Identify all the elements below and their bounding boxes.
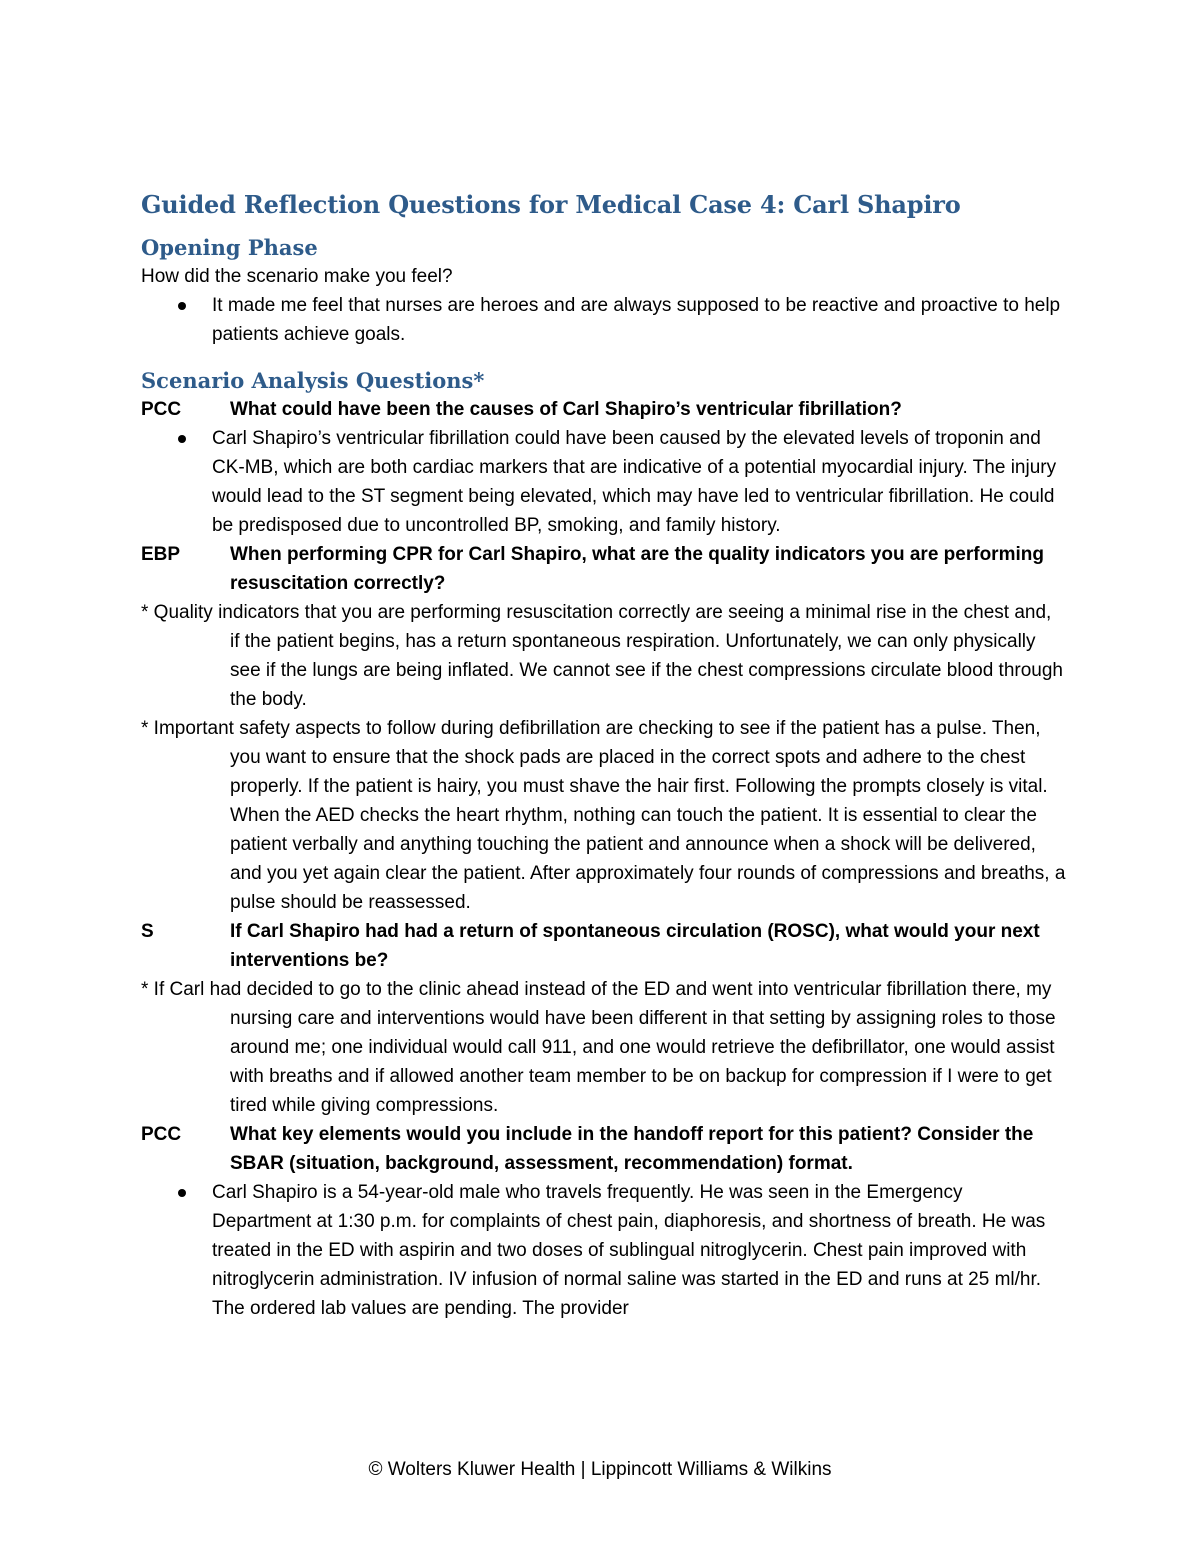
q2-answer-quality: * Quality indicators that you are performing resuscitation correctly are seeing a minimal rise in the chest and, if the patient begins, has a return spontaneous respiration. Unfortunately, we can only physically see if the lungs are being inflated. We cannot see if the chest compressions circulate blood through the body. xyxy=(141,602,1063,710)
q4-answer: Carl Shapiro is a 54-year-old male who travels frequently. He was seen in the Emergency Department at 1:30 p.m. for complaints of chest pain, diaphoresis, and shortness of breath. He was treated in the ED with aspirin and two doses of sublingual nitroglycerin. Chest pain improved with nitroglycerin administration. IV infusion of normal saline was started in the ED and runs at 25 ml/hr. The ordered lab values are pending. The provider xyxy=(212,1182,1046,1319)
question-code: PCC xyxy=(141,399,182,420)
bullet-icon xyxy=(178,435,186,443)
bullet-icon xyxy=(178,1189,186,1197)
question-s-rosc xyxy=(141,917,1066,975)
question-text: What could have been the causes of Carl Shapiro’s ventricular fibrillation? xyxy=(230,399,902,420)
question-text: If Carl Shapiro had had a return of spontaneous circulation (ROSC), what would your next interventions be? xyxy=(230,921,1040,971)
q2-answer-safety: * Important safety aspects to follow during defibrillation are checking to see if the patient has a pulse. Then, you want to ensure that the shock pads are placed in the correct spots and adhere to the chest properly. If the patient is hairy, you must shave the hair first. Following the prompts closely is vital. When the AED checks the heart rhythm, nothing can touch the patient. It is essential to clear the patient verbally and anything touching the patient and announce when a shock will be delivered, and you yet again clear the patient. After approximately four rounds of compressions and breaths, a pulse should be reassessed. xyxy=(141,718,1066,913)
question-text: What key elements would you include in the handoff report for this patient? Consider the SBAR (situation, background, assessment, recommendation) format. xyxy=(230,1124,1034,1174)
q1-answer: Carl Shapiro’s ventricular fibrillation could have been caused by the elevated levels of troponin and CK-MB, which are both cardiac markers that are indicative of a potential myocardial injury. The injury would lead to the ST segment being elevated, which may have led to ventricular fibrillation. He could be predisposed due to uncontrolled BP, smoking, and family history. xyxy=(212,428,1057,536)
list-item xyxy=(141,1178,1066,1323)
question-pcc-causes xyxy=(141,395,1066,424)
question-pcc-handoff xyxy=(141,1120,1066,1178)
q1-answer-list xyxy=(141,424,1066,540)
question-text: When performing CPR for Carl Shapiro, what are the quality indicators you are performing resuscitation correctly? xyxy=(230,544,1044,594)
opening-answer: It made me feel that nurses are heroes and are always supposed to be reactive and proactive to help patients achieve goals. xyxy=(212,295,1061,345)
list-item xyxy=(141,424,1066,540)
opening-phase-heading: Opening Phase xyxy=(141,235,318,260)
q4-answer-list xyxy=(141,1178,1066,1323)
question-ebp-cpr xyxy=(141,540,1066,598)
question-code: PCC xyxy=(141,1124,182,1145)
question-code: EBP xyxy=(141,544,181,565)
page-footer: © Wolters Kluwer Health | Lippincott Williams & Wilkins xyxy=(368,1459,832,1480)
document-page xyxy=(141,188,1066,1323)
q3-answer: * If Carl had decided to go to the clinic ahead instead of the ED and went into ventricular fibrillation there, my nursing care and interventions would have been different in that setting by assigning roles to those around me; one individual would call 911, and one would retrieve the defibrillator, one would assist with breaths and if allowed another team member to be on backup for compression if I were to get tired while giving compressions. xyxy=(141,979,1056,1116)
question-code: S xyxy=(141,921,154,942)
opening-question: How did the scenario make you feel? xyxy=(141,266,453,287)
list-item xyxy=(141,291,1066,349)
bullet-icon xyxy=(178,302,186,310)
scenario-analysis-heading: Scenario Analysis Questions* xyxy=(141,368,485,393)
opening-answer-list xyxy=(141,291,1066,349)
document-title: Guided Reflection Questions for Medical Case 4: Carl Shapiro xyxy=(141,190,961,219)
